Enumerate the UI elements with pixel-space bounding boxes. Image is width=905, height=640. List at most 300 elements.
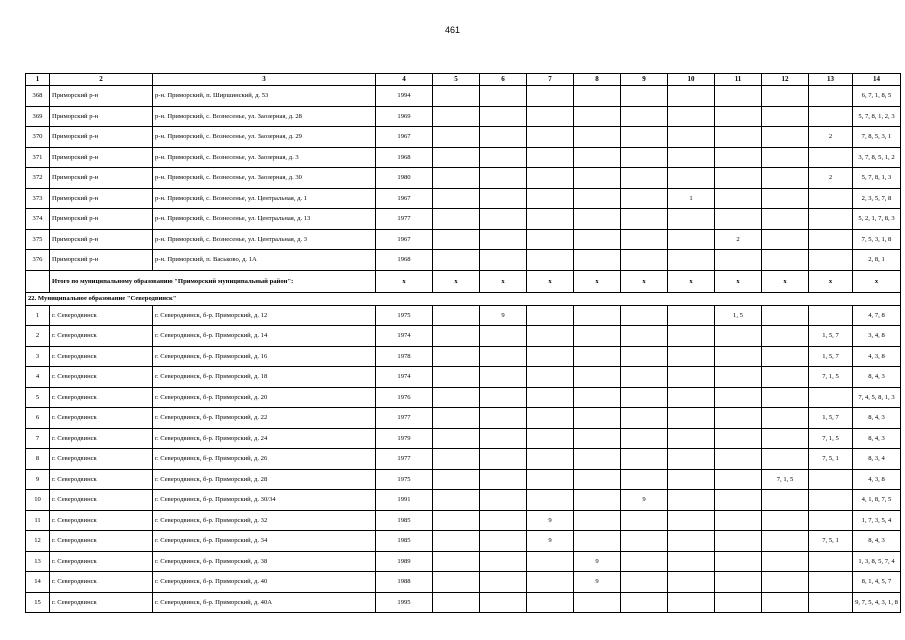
col9-cell — [621, 326, 668, 347]
col13-cell — [809, 106, 853, 127]
col13-cell — [809, 209, 853, 230]
total-x-cell: x — [715, 270, 762, 292]
col6-cell — [480, 469, 527, 490]
col13-cell — [809, 551, 853, 572]
table-row — [26, 531, 901, 552]
col6-cell — [480, 127, 527, 148]
address-cell: р-н. Приморский, п. Васьково, д. 1А — [153, 250, 376, 271]
col8-cell — [574, 305, 621, 326]
col7-cell — [527, 106, 574, 127]
col8-cell — [574, 367, 621, 388]
col6-cell — [480, 86, 527, 107]
col11-cell: 2 — [715, 229, 762, 250]
address-cell: г. Северодвинск, б-р. Приморский, д. 18 — [153, 367, 376, 388]
col5-cell — [433, 168, 480, 189]
address-cell: р-н. Приморский, с. Вознесенье, ул. Заозерная, д. 28 — [153, 106, 376, 127]
col9-cell — [621, 209, 668, 230]
col11-cell — [715, 209, 762, 230]
col13-cell — [809, 305, 853, 326]
col8-cell — [574, 168, 621, 189]
col10-cell — [668, 469, 715, 490]
year-cell: 1975 — [376, 305, 433, 326]
total-x-cell: x — [527, 270, 574, 292]
col8-cell — [574, 86, 621, 107]
year-cell: 1977 — [376, 408, 433, 429]
col6-cell — [480, 209, 527, 230]
year-cell: 1980 — [376, 168, 433, 189]
year-cell: 1979 — [376, 428, 433, 449]
col13-cell: 1, 5, 7 — [809, 408, 853, 429]
table-row — [26, 387, 901, 408]
col10-cell — [668, 510, 715, 531]
col6-cell — [480, 408, 527, 429]
col11-cell — [715, 551, 762, 572]
table-row — [26, 428, 901, 449]
table-row — [26, 449, 901, 470]
row-number: 368 — [26, 86, 50, 107]
col9-cell — [621, 469, 668, 490]
col10-cell — [668, 428, 715, 449]
col7-cell — [527, 250, 574, 271]
row-number: 2 — [26, 326, 50, 347]
col11-cell — [715, 188, 762, 209]
total-x-cell: x — [668, 270, 715, 292]
col14-cell: 9, 7, 5, 4, 3, 1, 8 — [853, 592, 901, 613]
year-cell: 1975 — [376, 469, 433, 490]
column-header: 6 — [480, 74, 527, 86]
year-cell: 1968 — [376, 147, 433, 168]
total-x-cell: x — [480, 270, 527, 292]
page-number: 461 — [444, 25, 461, 35]
table-row — [26, 469, 901, 490]
col7-cell — [527, 551, 574, 572]
col12-cell — [762, 86, 809, 107]
col9-cell — [621, 188, 668, 209]
header-row — [26, 74, 901, 86]
col12-cell — [762, 510, 809, 531]
col13-cell — [809, 572, 853, 593]
year-cell: 1985 — [376, 531, 433, 552]
year-cell: 1977 — [376, 209, 433, 230]
col10-cell: 1 — [668, 188, 715, 209]
col10-cell — [668, 572, 715, 593]
column-header: 10 — [668, 74, 715, 86]
col7-cell — [527, 387, 574, 408]
table-row — [26, 147, 901, 168]
col7-cell — [527, 408, 574, 429]
col5-cell — [433, 449, 480, 470]
col8-cell: 9 — [574, 572, 621, 593]
col14-cell: 8, 3, 4 — [853, 449, 901, 470]
col14-cell: 5, 2, 1, 7, 8, 3 — [853, 209, 901, 230]
column-header: 3 — [153, 74, 376, 86]
col7-cell: 9 — [527, 510, 574, 531]
data-table — [25, 73, 901, 613]
table-row — [26, 86, 901, 107]
col13-cell: 1, 5, 7 — [809, 346, 853, 367]
col9-cell — [621, 531, 668, 552]
col9-cell — [621, 229, 668, 250]
row-number: 13 — [26, 551, 50, 572]
col12-cell — [762, 250, 809, 271]
total-x-cell: x — [762, 270, 809, 292]
district-cell: Приморский р-н — [50, 168, 153, 189]
col9-cell — [621, 510, 668, 531]
col6-cell — [480, 572, 527, 593]
col5-cell — [433, 127, 480, 148]
row-number: 371 — [26, 147, 50, 168]
col13-cell: 7, 1, 5 — [809, 367, 853, 388]
col14-cell: 4, 1, 8, 7, 5 — [853, 490, 901, 511]
col6-cell — [480, 551, 527, 572]
col5-cell — [433, 469, 480, 490]
table-row — [26, 551, 901, 572]
col8-cell — [574, 106, 621, 127]
column-header: 7 — [527, 74, 574, 86]
col10-cell — [668, 592, 715, 613]
year-cell: 1969 — [376, 106, 433, 127]
col5-cell — [433, 592, 480, 613]
col8-cell — [574, 490, 621, 511]
col7-cell — [527, 367, 574, 388]
col6-cell — [480, 188, 527, 209]
col11-cell — [715, 106, 762, 127]
col12-cell — [762, 592, 809, 613]
col13-cell — [809, 469, 853, 490]
col14-cell: 8, 4, 3 — [853, 367, 901, 388]
table-row — [26, 229, 901, 250]
col13-cell: 2 — [809, 168, 853, 189]
col8-cell — [574, 469, 621, 490]
column-header: 2 — [50, 74, 153, 86]
col8-cell — [574, 387, 621, 408]
col14-cell: 2, 8, 1 — [853, 250, 901, 271]
row-number: 14 — [26, 572, 50, 593]
column-header: 1 — [26, 74, 50, 86]
col11-cell — [715, 408, 762, 429]
column-header: 8 — [574, 74, 621, 86]
table-body-severodvinsk — [26, 305, 901, 613]
row-number: 373 — [26, 188, 50, 209]
col10-cell — [668, 551, 715, 572]
year-cell: 1978 — [376, 346, 433, 367]
col13-cell: 1, 5, 7 — [809, 326, 853, 347]
col7-cell — [527, 168, 574, 189]
total-x-cell: x — [809, 270, 853, 292]
address-cell: г. Северодвинск, б-р. Приморский, д. 22 — [153, 408, 376, 429]
table-row — [26, 326, 901, 347]
col13-cell: 7, 1, 5 — [809, 428, 853, 449]
col12-cell — [762, 428, 809, 449]
table-row — [26, 106, 901, 127]
row-number: 375 — [26, 229, 50, 250]
table-row — [26, 572, 901, 593]
col10-cell — [668, 408, 715, 429]
total-empty-cell — [26, 270, 50, 292]
table-row — [26, 127, 901, 148]
address-cell: г. Северодвинск, б-р. Приморский, д. 38 — [153, 551, 376, 572]
year-cell: 1995 — [376, 592, 433, 613]
col8-cell — [574, 188, 621, 209]
section-row — [26, 292, 901, 305]
column-header: 4 — [376, 74, 433, 86]
col12-cell — [762, 188, 809, 209]
col12-cell — [762, 408, 809, 429]
col5-cell — [433, 346, 480, 367]
col9-cell — [621, 127, 668, 148]
col7-cell — [527, 127, 574, 148]
col7-cell — [527, 229, 574, 250]
col7-cell: 9 — [527, 531, 574, 552]
col9-cell: 9 — [621, 490, 668, 511]
col6-cell: 9 — [480, 305, 527, 326]
col11-cell — [715, 449, 762, 470]
col8-cell — [574, 229, 621, 250]
col12-cell — [762, 229, 809, 250]
col12-cell — [762, 305, 809, 326]
table-row — [26, 510, 901, 531]
address-cell: г. Северодвинск, б-р. Приморский, д. 30/34 — [153, 490, 376, 511]
col12-cell — [762, 367, 809, 388]
address-cell: р-н. Приморский, п. Ширшинский, д. 53 — [153, 86, 376, 107]
district-cell: Приморский р-н — [50, 147, 153, 168]
col7-cell — [527, 490, 574, 511]
col5-cell — [433, 510, 480, 531]
col13-cell — [809, 387, 853, 408]
col14-cell: 3, 4, 8 — [853, 326, 901, 347]
total-label: Итого по муниципальному образованию "Приморский муниципальный район": — [50, 270, 376, 292]
col7-cell — [527, 592, 574, 613]
col5-cell — [433, 250, 480, 271]
col10-cell — [668, 531, 715, 552]
col14-cell: 7, 4, 5, 8, 1, 3 — [853, 387, 901, 408]
col6-cell — [480, 592, 527, 613]
col10-cell — [668, 86, 715, 107]
col6-cell — [480, 326, 527, 347]
address-cell: г. Северодвинск, б-р. Приморский, д. 40 — [153, 572, 376, 593]
row-number: 15 — [26, 592, 50, 613]
col10-cell — [668, 449, 715, 470]
col12-cell — [762, 346, 809, 367]
address-cell: г. Северодвинск, б-р. Приморский, д. 14 — [153, 326, 376, 347]
year-cell: 1976 — [376, 387, 433, 408]
row-number: 8 — [26, 449, 50, 470]
col11-cell — [715, 469, 762, 490]
col8-cell — [574, 592, 621, 613]
section-title: 22. Муниципальное образование "Северодвинск" — [26, 292, 901, 305]
column-header: 13 — [809, 74, 853, 86]
col13-cell — [809, 250, 853, 271]
col14-cell: 6, 7, 1, 8, 5 — [853, 86, 901, 107]
col5-cell — [433, 86, 480, 107]
year-cell: 1974 — [376, 326, 433, 347]
col6-cell — [480, 346, 527, 367]
col9-cell — [621, 551, 668, 572]
col14-cell: 3, 7, 8, 5, 1, 2 — [853, 147, 901, 168]
col14-cell: 5, 7, 8, 1, 3 — [853, 168, 901, 189]
address-cell: р-н. Приморский, с. Вознесенье, ул. Центральная, д. 3 — [153, 229, 376, 250]
col11-cell — [715, 592, 762, 613]
col10-cell — [668, 490, 715, 511]
col12-cell — [762, 572, 809, 593]
district-cell: г. Северодвинск — [50, 449, 153, 470]
col13-cell — [809, 510, 853, 531]
year-cell: 1974 — [376, 367, 433, 388]
col9-cell — [621, 106, 668, 127]
district-cell: г. Северодвинск — [50, 592, 153, 613]
table-row — [26, 367, 901, 388]
col6-cell — [480, 250, 527, 271]
column-header: 5 — [433, 74, 480, 86]
col11-cell — [715, 168, 762, 189]
col6-cell — [480, 428, 527, 449]
total-x-cell: x — [621, 270, 668, 292]
col12-cell — [762, 326, 809, 347]
col9-cell — [621, 367, 668, 388]
row-number: 10 — [26, 490, 50, 511]
year-cell: 1967 — [376, 229, 433, 250]
col9-cell — [621, 449, 668, 470]
col12-cell — [762, 449, 809, 470]
row-number: 372 — [26, 168, 50, 189]
col9-cell — [621, 168, 668, 189]
col12-cell — [762, 209, 809, 230]
total-x-cell: x — [376, 270, 433, 292]
row-number: 9 — [26, 469, 50, 490]
col9-cell — [621, 592, 668, 613]
col14-cell: 8, 1, 4, 5, 7 — [853, 572, 901, 593]
col5-cell — [433, 367, 480, 388]
col11-cell — [715, 572, 762, 593]
col5-cell — [433, 572, 480, 593]
col5-cell — [433, 428, 480, 449]
col6-cell — [480, 106, 527, 127]
col6-cell — [480, 510, 527, 531]
col10-cell — [668, 250, 715, 271]
year-cell: 1994 — [376, 86, 433, 107]
col10-cell — [668, 229, 715, 250]
district-cell: г. Северодвинск — [50, 510, 153, 531]
col6-cell — [480, 367, 527, 388]
district-cell: г. Северодвинск — [50, 367, 153, 388]
col7-cell — [527, 572, 574, 593]
col9-cell — [621, 250, 668, 271]
district-cell: Приморский р-н — [50, 229, 153, 250]
col7-cell — [527, 86, 574, 107]
address-cell: г. Северодвинск, б-р. Приморский, д. 32 — [153, 510, 376, 531]
table-row — [26, 250, 901, 271]
year-cell: 1967 — [376, 127, 433, 148]
col8-cell — [574, 127, 621, 148]
address-cell: г. Северодвинск, б-р. Приморский, д. 24 — [153, 428, 376, 449]
col8-cell — [574, 250, 621, 271]
col11-cell — [715, 531, 762, 552]
table-row — [26, 305, 901, 326]
row-number: 12 — [26, 531, 50, 552]
col10-cell — [668, 346, 715, 367]
col10-cell — [668, 127, 715, 148]
col13-cell — [809, 592, 853, 613]
col9-cell — [621, 86, 668, 107]
col10-cell — [668, 106, 715, 127]
address-cell: р-н. Приморский, с. Вознесенье, ул. Центральная, д. 1 — [153, 188, 376, 209]
year-cell: 1985 — [376, 510, 433, 531]
col13-cell — [809, 490, 853, 511]
col13-cell — [809, 229, 853, 250]
col13-cell: 2 — [809, 127, 853, 148]
col10-cell — [668, 367, 715, 388]
col13-cell — [809, 188, 853, 209]
row-number: 376 — [26, 250, 50, 271]
col10-cell — [668, 305, 715, 326]
district-cell: г. Северодвинск — [50, 469, 153, 490]
row-number: 374 — [26, 209, 50, 230]
row-number: 369 — [26, 106, 50, 127]
address-cell: г. Северодвинск, б-р. Приморский, д. 12 — [153, 305, 376, 326]
district-cell: Приморский р-н — [50, 209, 153, 230]
col12-cell — [762, 490, 809, 511]
col7-cell — [527, 188, 574, 209]
row-number: 4 — [26, 367, 50, 388]
col9-cell — [621, 147, 668, 168]
column-header: 11 — [715, 74, 762, 86]
col14-cell: 4, 7, 8 — [853, 305, 901, 326]
year-cell: 1967 — [376, 188, 433, 209]
col6-cell — [480, 531, 527, 552]
col9-cell — [621, 346, 668, 367]
col11-cell — [715, 147, 762, 168]
col9-cell — [621, 305, 668, 326]
district-cell: Приморский р-н — [50, 86, 153, 107]
col11-cell — [715, 250, 762, 271]
year-cell: 1991 — [376, 490, 433, 511]
col14-cell: 7, 5, 3, 1, 8 — [853, 229, 901, 250]
address-cell: р-н. Приморский, с. Вознесенье, ул. Центральная, д. 13 — [153, 209, 376, 230]
col11-cell — [715, 326, 762, 347]
col8-cell — [574, 510, 621, 531]
col5-cell — [433, 106, 480, 127]
district-cell: г. Северодвинск — [50, 326, 153, 347]
col14-cell: 7, 8, 5, 3, 1 — [853, 127, 901, 148]
district-cell: Приморский р-н — [50, 250, 153, 271]
col12-cell — [762, 127, 809, 148]
col6-cell — [480, 168, 527, 189]
table-row — [26, 592, 901, 613]
table-row — [26, 408, 901, 429]
col8-cell — [574, 326, 621, 347]
col11-cell — [715, 346, 762, 367]
address-cell: р-н. Приморский, с. Вознесенье, ул. Заозерная, д. 29 — [153, 127, 376, 148]
col10-cell — [668, 147, 715, 168]
col12-cell — [762, 531, 809, 552]
col12-cell — [762, 387, 809, 408]
col11-cell: 1, 5 — [715, 305, 762, 326]
col9-cell — [621, 428, 668, 449]
col11-cell — [715, 127, 762, 148]
district-cell: Приморский р-н — [50, 106, 153, 127]
col11-cell — [715, 428, 762, 449]
col5-cell — [433, 209, 480, 230]
table-total — [26, 270, 901, 305]
col8-cell — [574, 346, 621, 367]
col8-cell — [574, 449, 621, 470]
col13-cell — [809, 147, 853, 168]
col6-cell — [480, 449, 527, 470]
col6-cell — [480, 490, 527, 511]
col8-cell — [574, 428, 621, 449]
column-header: 14 — [853, 74, 901, 86]
column-header: 9 — [621, 74, 668, 86]
